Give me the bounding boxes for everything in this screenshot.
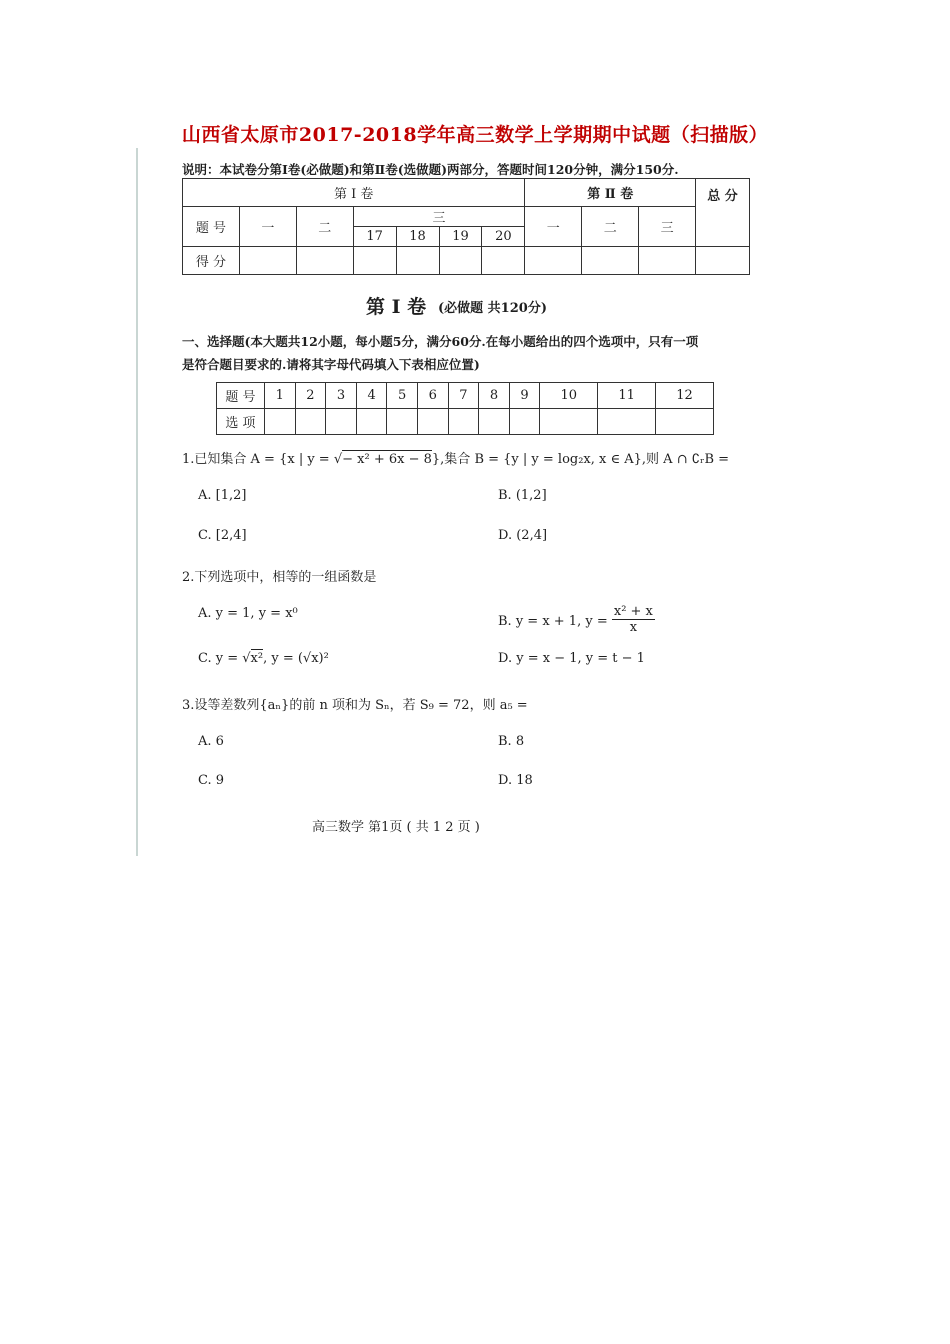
answer-table-num: 5 (387, 383, 418, 409)
question-2-option-a: A. y = 1, y = x⁰ (198, 606, 298, 621)
answer-table-option-label: 选 项 (217, 409, 265, 435)
answer-table (216, 382, 714, 435)
section-heading: 第 Ⅰ 卷 (366, 296, 427, 318)
question-2-option-c: C. y = √x², y = (√x)² (198, 651, 329, 666)
answer-table-num: 1 (265, 383, 296, 409)
section-subheading: (必做题 共120分) (438, 301, 547, 316)
score-cell (353, 247, 396, 275)
answer-cell (479, 409, 510, 435)
score-table-p2-col-2: 二 (582, 207, 639, 247)
answer-table-num: 10 (540, 383, 598, 409)
question-1-option-d: D. (2,4] (498, 528, 548, 543)
question-3-option-d: D. 18 (498, 773, 533, 788)
exam-instructions: 说明：本试卷分第Ⅰ卷(必做题)和第Ⅱ卷(选做题)两部分，答题时间120分钟，满分150分. (182, 162, 679, 177)
question-3-stem: 3.设等差数列{aₙ}的前 n 项和为 Sₙ，若 S₉ = 72，则 a₅ = (182, 698, 528, 713)
question-2-stem: 2.下列选项中，相等的一组函数是 (182, 570, 377, 585)
score-cell (239, 247, 296, 275)
score-table-p1-col-1: 一 (239, 207, 296, 247)
answer-table-num: 2 (295, 383, 326, 409)
score-table-q19: 19 (439, 227, 482, 247)
score-cell (439, 247, 482, 275)
answer-cell (387, 409, 418, 435)
answer-table-num: 4 (356, 383, 387, 409)
answer-cell (656, 409, 714, 435)
score-table-q20: 20 (482, 227, 525, 247)
score-table-q17: 17 (353, 227, 396, 247)
answer-table-num: 7 (448, 383, 479, 409)
answer-cell (598, 409, 656, 435)
question-2-option-d: D. y = x − 1, y = t − 1 (498, 651, 645, 666)
answer-cell (356, 409, 387, 435)
score-cell (582, 247, 639, 275)
score-table (182, 178, 750, 275)
answer-table-num: 9 (509, 383, 540, 409)
question-3-option-a: A. 6 (198, 734, 224, 749)
score-table-p2-col-1: 一 (525, 207, 582, 247)
question-2-option-b: B. y = x + 1, y = $\frac{\text{x² + x}}{x}$ (498, 604, 653, 635)
answer-cell (540, 409, 598, 435)
score-cell (696, 247, 750, 275)
document-title: 山西省太原市2017-2018学年高三数学上学期期中试题（扫描版） (181, 124, 769, 146)
answer-cell (448, 409, 479, 435)
score-cell (296, 247, 353, 275)
page-footer: 高三数学 第1页 ( 共 1 2 页 ) (312, 820, 480, 835)
question-1-option-c: C. [2,4] (198, 528, 247, 543)
answer-cell (295, 409, 326, 435)
score-table-p1-group-3: 三 (353, 207, 525, 227)
score-cell (396, 247, 439, 275)
question-1-option-b: B. (1,2] (498, 488, 547, 503)
score-cell (525, 247, 582, 275)
question-1-option-a: A. [1,2] (198, 488, 247, 503)
answer-cell (509, 409, 540, 435)
answer-cell (417, 409, 448, 435)
question-3-option-b: B. 8 (498, 734, 525, 749)
answer-table-num: 3 (326, 383, 357, 409)
score-cell (639, 247, 696, 275)
scanned-exam-page (136, 148, 778, 856)
score-table-total-header: 总 分 (696, 179, 750, 247)
question-1-stem: 1.已知集合 A = {x | y = √− x² + 6x − 8},集合 B = {y | y = log₂x, x ∈ A},则 A ∩ ∁ᵣB = (182, 452, 730, 467)
score-table-score-label: 得 分 (183, 247, 240, 275)
score-table-part2-header: 第 Ⅱ 卷 (525, 179, 696, 207)
score-cell (482, 247, 525, 275)
score-table-q18: 18 (396, 227, 439, 247)
question-3-option-c: C. 9 (198, 773, 225, 788)
score-table-p2-col-3: 三 (639, 207, 696, 247)
answer-table-num: 6 (417, 383, 448, 409)
answer-table-num: 8 (479, 383, 510, 409)
score-table-part1-header: 第 Ⅰ 卷 (183, 179, 525, 207)
answer-cell (326, 409, 357, 435)
mc-intro-line-2: 是符合题目要求的.请将其字母代码填入下表相应位置) (182, 357, 480, 372)
mc-intro-line-1: 一、选择题(本大题共12小题，每小题5分，满分60分.在每小题给出的四个选项中，只有一项 (182, 334, 699, 349)
answer-cell (265, 409, 296, 435)
score-table-qnum-label: 题 号 (183, 207, 240, 247)
answer-table-qnum-label: 题 号 (217, 383, 265, 409)
answer-table-num: 11 (598, 383, 656, 409)
score-table-p1-col-2: 二 (296, 207, 353, 247)
answer-table-num: 12 (656, 383, 714, 409)
